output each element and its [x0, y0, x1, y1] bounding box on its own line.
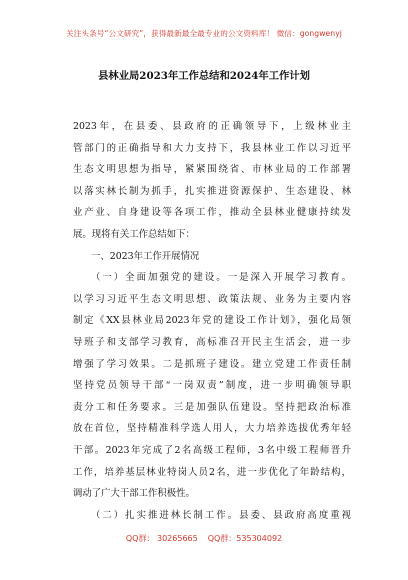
body-line: 调动了广大干部工作积极性。 [73, 488, 195, 500]
body-line: 业产业、自身建设等各项工作，推动全县林业健康持续发 [73, 207, 351, 219]
body-line: （一）全面加强党的建设。一是深入开展学习教育。 [91, 272, 351, 284]
body-line: 工作，培养基层林业特岗人员2名，进一步优化了年龄结构， [73, 466, 351, 478]
body-line: 坚持党员领导干部“一岗双责”制度，进一步明确领导职 [73, 380, 351, 392]
body-line: 制定《XX县林业局2023年党的建设工作计划》，强化局领 [73, 315, 351, 327]
body-line: 干部。2023年完成了2名高级工程师，3名中级工程师晋升 [73, 444, 351, 456]
footer-contact [0, 533, 408, 549]
body-line: （二）扎实推进林长制工作。县委、县政府高度重视 [91, 509, 351, 521]
section-heading: 一、2023年工作开展情况 [91, 250, 200, 262]
body-line: 展。现将有关工作总结如下： [73, 228, 195, 240]
body-line: 增强了学习效果。二是抓班子建设。建立党建工作责任制 [73, 358, 351, 370]
body-line: 生态文明思想为指导，紧紧围绕省、市林业局的工作部署 [73, 164, 351, 176]
body-line: 管部门的正确指导和大力支持下，我县林业工作以习近平 [73, 142, 351, 154]
footer-qq-group-1: QQ群： 30265665 [125, 534, 198, 543]
body-line: 责分工和任务要求。三是加强队伍建设。坚持把政治标准 [73, 401, 351, 413]
header-banner [0, 6, 408, 66]
footer-qq-group-2: QQ群：535304092 [207, 534, 283, 543]
header-notice: 关注头条号“公文研究”，获得最新最全最专业的公文资料库！ 微信：gongwenyj [66, 29, 342, 38]
body-line: 以落实林长制为抓手，扎实推进资源保护、生态建设、林 [73, 185, 351, 197]
document-body [73, 116, 351, 526]
body-line: 以学习习近平生态文明思想、政策法规、业务为主要内容 [73, 293, 351, 305]
body-line: 2023年，在县委、县政府的正确领导下，上级林业主 [73, 121, 351, 132]
body-line: 放在首位，坚持精准科学选人用人，大力培养选拔优秀年轻 [73, 423, 351, 435]
document-title: 县林业局2023年工作总结和2024年工作计划 [98, 70, 310, 82]
body-line: 导班子和支部学习教育，高标准召开民主生活会，进一步 [73, 336, 351, 348]
